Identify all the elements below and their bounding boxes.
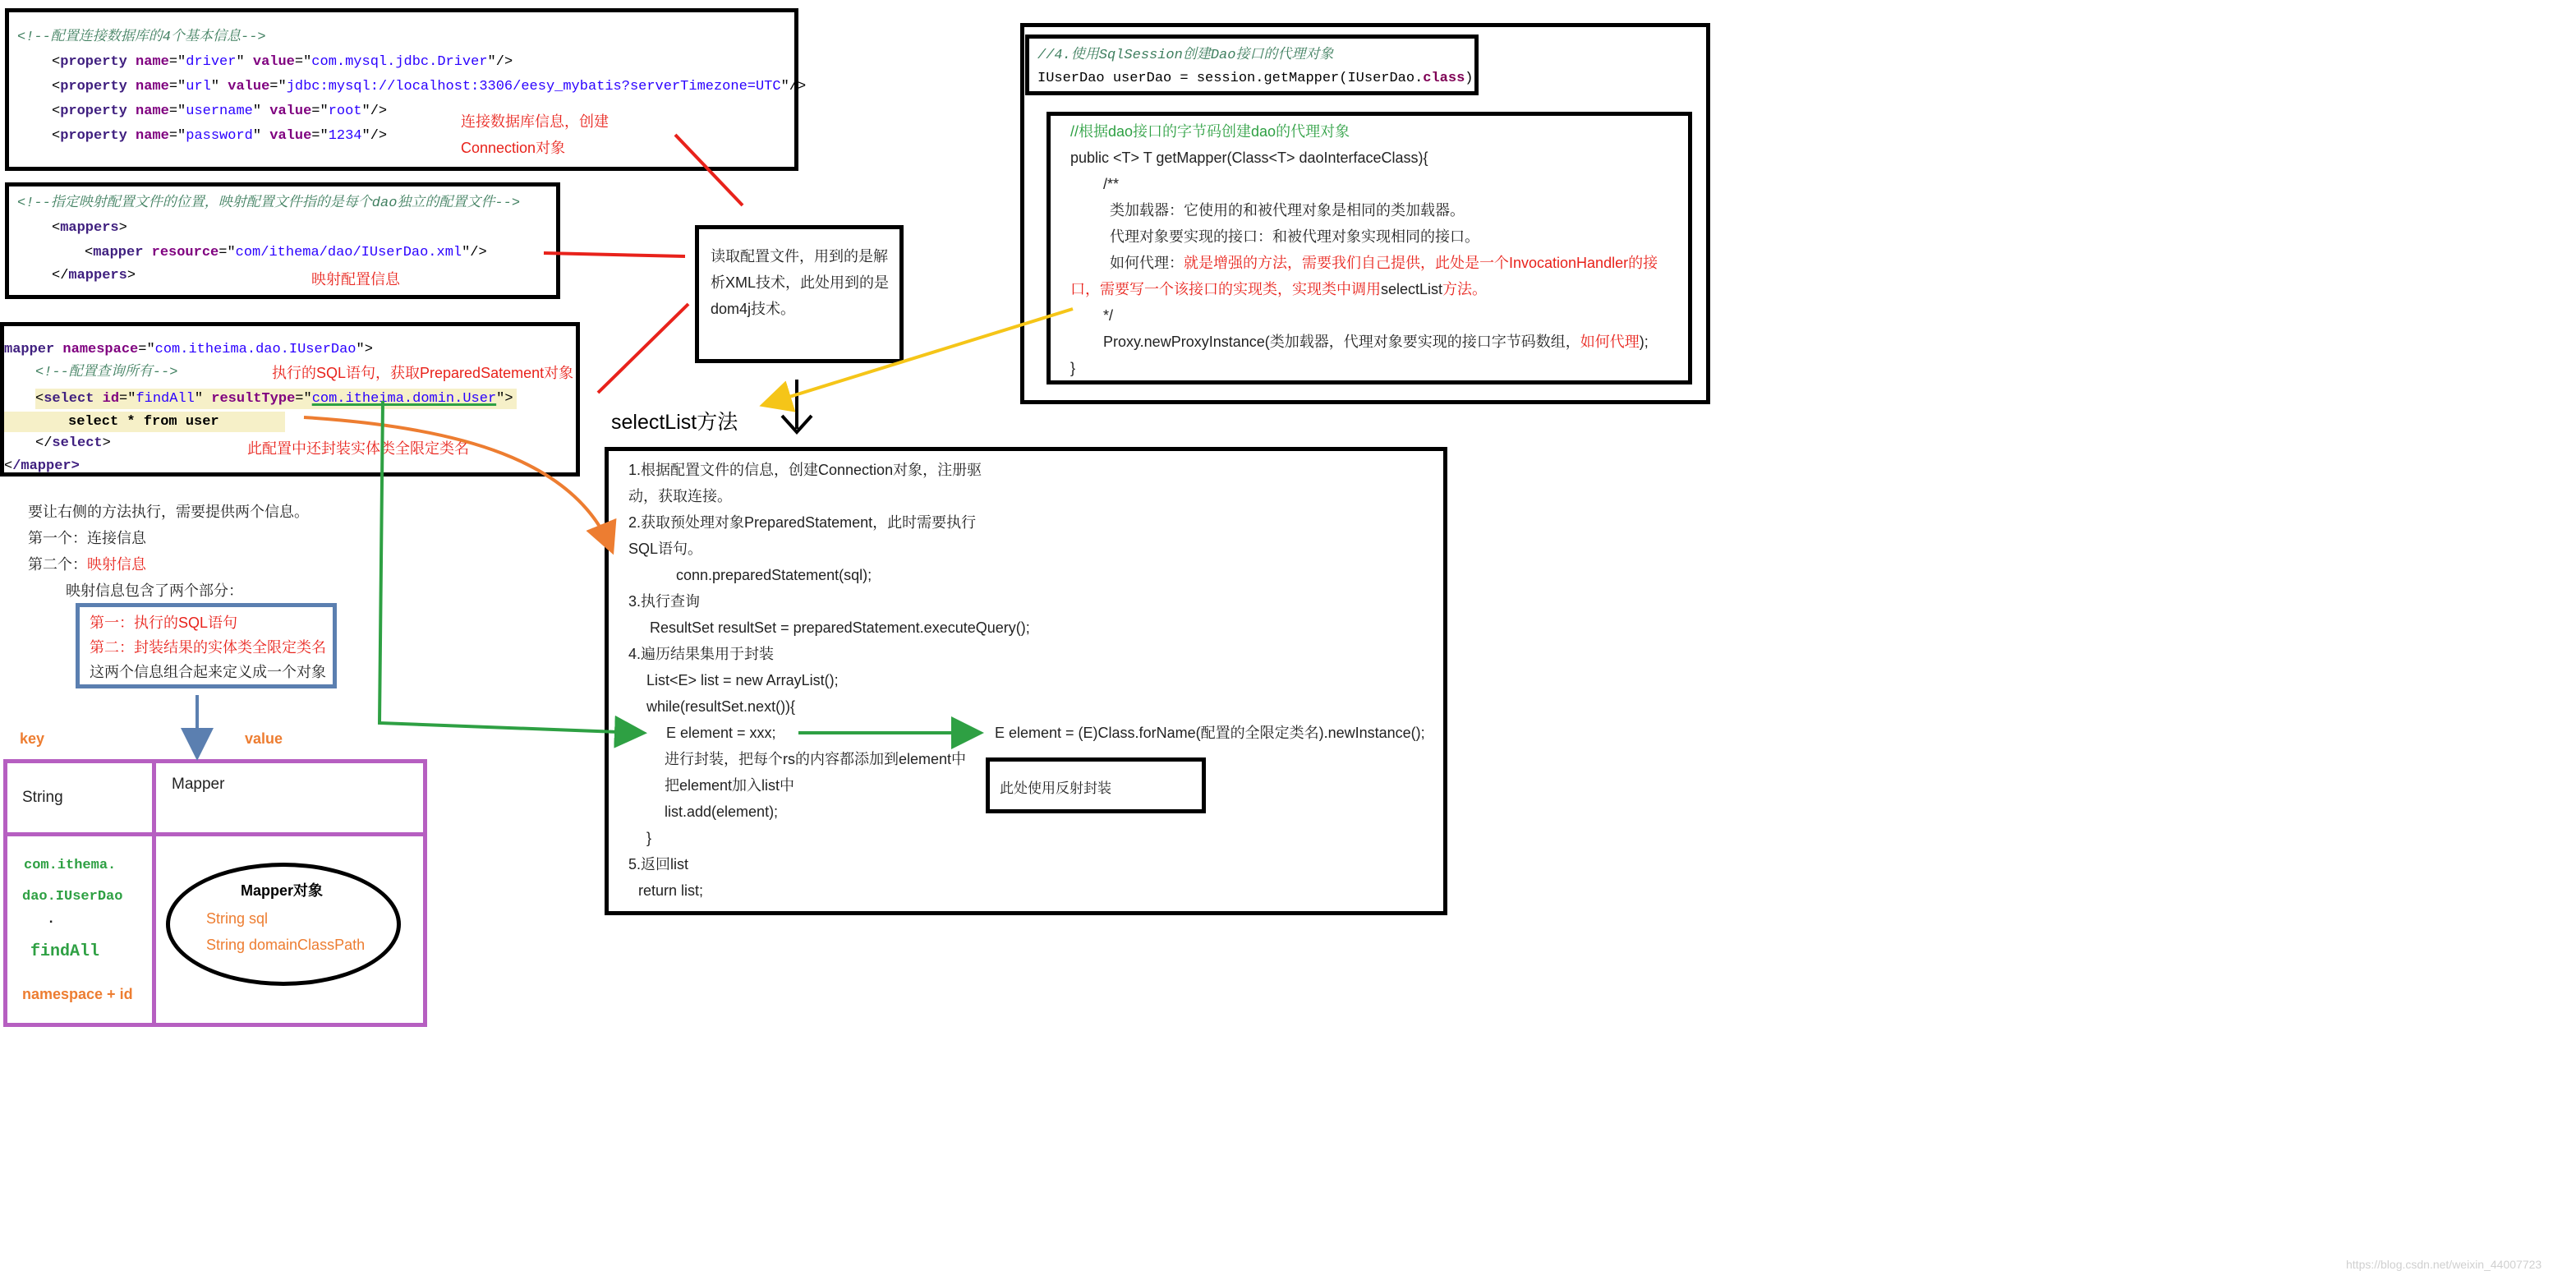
prop-name: username (186, 104, 253, 119)
step-1a: 1.根据配置文件的信息，创建Connection对象，注册驱 (628, 462, 982, 478)
orange-curve (304, 417, 611, 549)
session-code-prefix: IUserDao userDao = session.getMapper(IUserDao. (1037, 71, 1424, 86)
footer-watermark: https://blog.csdn.net/weixin_44007723 (2346, 1258, 2542, 1271)
prop-value: 1234 (328, 128, 362, 144)
mapper-resource-value: com/ithema/dao/IUserDao.xml (235, 245, 462, 260)
proxy-new-red: 如何代理 (1580, 334, 1640, 350)
explain-line-1: 要让右侧的方法执行，需要提供两个信息。 (28, 504, 309, 520)
mappers-close: </mappers> (52, 268, 136, 283)
proxy-close: } (1070, 360, 1076, 376)
proxy-new-prefix: Proxy.newProxyInstance(类加载器，代理对象要实现的接口字节码数组， (1103, 334, 1580, 350)
db-config-note-1: 连接数据库信息，创建 (461, 113, 609, 130)
part-1: 第一：执行的SQL语句 (90, 615, 238, 631)
explain-line-3-prefix: 第二个： (28, 556, 87, 573)
key-line-2: dao.IUserDao (22, 889, 123, 905)
prop-name: driver (186, 54, 237, 70)
proxy-new-suffix: ); (1639, 334, 1649, 350)
step-5: 5.返回list (628, 856, 689, 873)
mapper-namespace: com.itheima.dao.IUserDao (154, 342, 356, 357)
step-5-code: return list; (638, 882, 704, 899)
mappers-comment: <!--指定映射配置文件的位置，映射配置文件指的是每个dao独立的配置文件--> (17, 196, 521, 211)
session-comment: //4.使用SqlSession创建Dao接口的代理对象 (1037, 48, 1334, 63)
proxy-how-red: 就是增强的方法，需要我们自己提供，此处是一个InvocationHandler的接 (1184, 255, 1658, 271)
select-line: <select id="findAll" resultType="com.itheima.domin.User"> (35, 389, 517, 409)
reflect-note: 此处使用反射封装 (1000, 780, 1111, 796)
proxy-interfaces: 代理对象要实现的接口：和被代理对象实现相同的接口。 (1110, 228, 1479, 245)
property-url: <property name="url" value="jdbc:mysql://localhost:3306/eesy_mybatis?serverTimezone=UTC"/> (52, 79, 807, 94)
step-4c: E element = xxx; (666, 725, 776, 741)
select-id: findAll (136, 391, 195, 407)
key-label: key (20, 730, 45, 747)
red-line-db (675, 135, 743, 205)
proxy-doc-open: /** (1103, 176, 1120, 192)
proxy-how2-black: selectList (1381, 281, 1443, 297)
prop-value: com.mysql.jdbc.Driver (311, 54, 488, 70)
prop-name: password (186, 128, 253, 144)
proxy-loader: 类加载器：它使用的和被代理对象是相同的类加载器。 (1110, 202, 1465, 219)
key-footer: namespace + id (22, 986, 133, 1002)
key-line-1: com.ithema. (24, 858, 117, 873)
value-label: value (245, 730, 283, 747)
red-line-mappers (544, 253, 685, 256)
proxy-how2-red-end: 方法。 (1442, 281, 1488, 297)
step-4a: List<E> list = new ArrayList(); (646, 672, 839, 688)
reflect-code: E element = (E)Class.forName(配置的全限定类名).newInstance(); (995, 725, 1425, 741)
header-key: String (22, 789, 63, 806)
mapper-close: </mapper> (4, 458, 80, 474)
part-2: 第二：封装结果的实体类全限定类名 (90, 639, 326, 656)
step-4d: 进行封装，把每个rs的内容都添加到element中 (665, 751, 967, 767)
prop-value: jdbc:mysql://localhost:3306/eesy_mybatis?serverTimezone=UTC (286, 79, 781, 94)
explain-line-4: 映射信息包含了两个部分： (66, 582, 243, 599)
mapper-resource: <mapper resource="com/ithema/dao/IUserDao.xml"/> (85, 245, 487, 260)
xml-parse-line-3: dom4j技术。 (711, 301, 796, 317)
header-value: Mapper (172, 776, 225, 793)
proxy-how-prefix: 如何代理： (1110, 255, 1184, 271)
xml-parse-line-2: 析XML技术，此处用到的是 (711, 274, 890, 291)
xml-parse-line-1: 读取配置文件，用到的是解 (711, 248, 888, 265)
db-config-comment: <!--配置连接数据库的4个基本信息--> (17, 30, 266, 45)
property-password: <property name="password" value="1234"/> (52, 128, 388, 144)
mapper-comment: <!--配置查询所有--> (35, 365, 178, 380)
session-code-keyword: class (1423, 71, 1465, 86)
step-4f: list.add(element); (665, 803, 779, 820)
step-3: 3.执行查询 (628, 593, 701, 610)
step-4b: while(resultSet.next()){ (646, 698, 796, 715)
mapper-field-sql: String sql (206, 910, 269, 927)
proxy-signature: public <T> T getMapper(Class<T> daoInterfaceClass){ (1070, 150, 1428, 166)
property-username: <property name="username" value="root"/> (52, 104, 388, 119)
property-driver: <property name="driver" value="com.mysql.jdbc.Driver"/> (52, 54, 513, 70)
mapper-object-title: Mapper对象 (241, 882, 324, 899)
mapper-namespace-line: mapper namespace="com.itheima.dao.IUserDao"> (4, 342, 373, 357)
part-combined: 这两个信息组合起来定义成一个对象 (90, 664, 326, 680)
mapper-close-text: /mapper> (12, 458, 80, 474)
db-config-note-2: Connection对象 (461, 140, 566, 156)
mappers-note: 映射配置信息 (311, 271, 400, 288)
step-3-code: ResultSet resultSet = preparedStatement.executeQuery(); (650, 619, 1030, 636)
proxy-comment: //根据dao接口的字节码创建dao的代理对象 (1070, 123, 1350, 140)
session-code-suffix: ); (1465, 71, 1482, 86)
result-type: com.itheima.domin.User (311, 391, 497, 407)
proxy-doc-close: */ (1103, 307, 1114, 324)
step-4: 4.遍历结果集用于封装 (628, 646, 775, 662)
key-line-3: . (47, 912, 56, 928)
step-1b: 动，获取连接。 (628, 488, 732, 504)
step-4g: } (646, 830, 652, 846)
key-line-4: findAll (30, 942, 100, 961)
prop-value: root (328, 104, 362, 119)
red-line-mapper (598, 304, 688, 393)
mapper-field-class: String domainClassPath (206, 937, 366, 953)
explain-line-3-red: 映射信息 (87, 556, 146, 573)
mappers-open: <mappers> (52, 220, 127, 236)
yellow-arrow (766, 309, 1076, 404)
step-2c: conn.preparedStatement(sql); (676, 567, 872, 583)
green-path (380, 401, 641, 733)
select-list-title: selectList方法 (611, 411, 738, 434)
step-4e: 把element加入list中 (665, 777, 795, 794)
explain-line-2: 第一个：连接信息 (28, 530, 146, 546)
select-close: </select> (35, 435, 111, 451)
proxy-how2-red: 口，需要写一个该接口的实现类，实现类中调用 (1070, 281, 1381, 297)
black-arrow-down (782, 380, 812, 432)
mapper-note-2: 此配置中还封装实体类全限定类名 (247, 440, 469, 457)
sql-line: select * from user (4, 412, 285, 432)
prop-name: url (186, 79, 211, 94)
mapper-note-1: 执行的SQL语句，获取PreparedSatement对象 (272, 365, 574, 381)
step-2b: SQL语句。 (628, 541, 703, 557)
step-2a: 2.获取预处理对象PreparedStatement，此时需要执行 (628, 514, 977, 531)
